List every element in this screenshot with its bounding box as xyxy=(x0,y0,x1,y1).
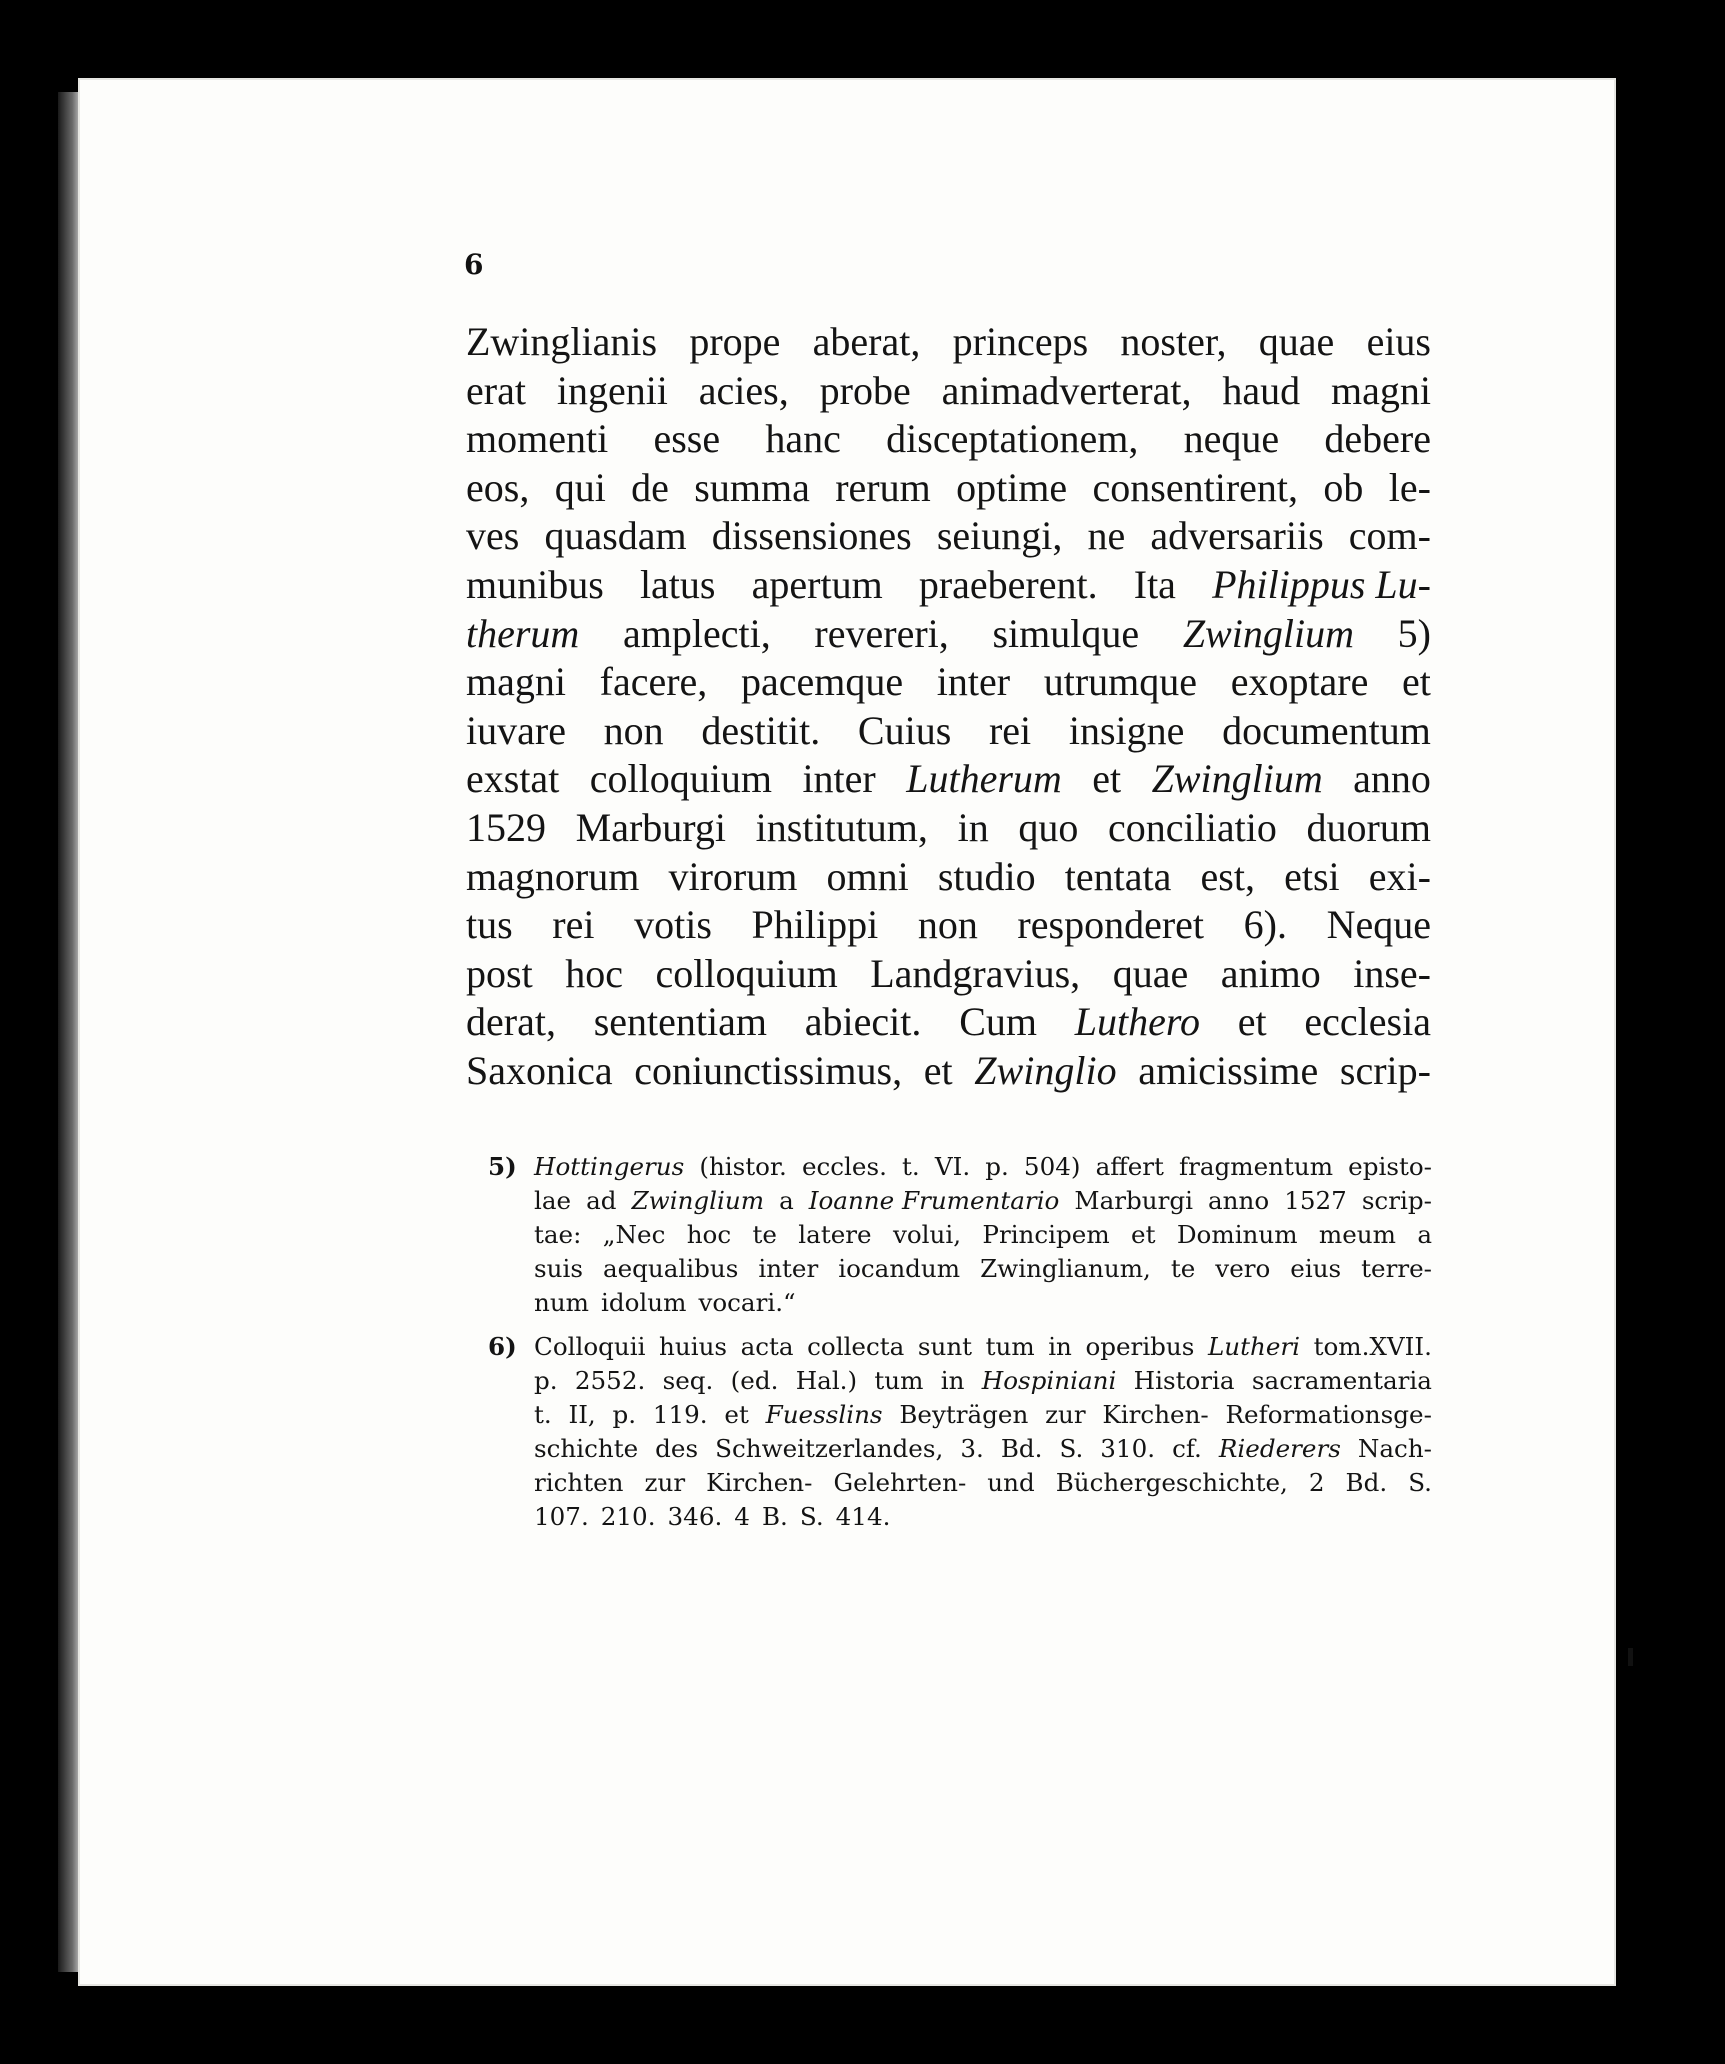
footnote-word: S. xyxy=(1059,1434,1084,1463)
word: quae xyxy=(1112,950,1189,996)
footnote-word: vocari.“ xyxy=(698,1288,796,1317)
main-text xyxy=(466,318,1431,1096)
footnote-word: fragmentum xyxy=(1179,1152,1334,1181)
word: Cuius xyxy=(857,707,952,753)
footnote-line xyxy=(534,1218,1432,1252)
word: est, xyxy=(1200,853,1255,899)
footnote-word: VI. xyxy=(934,1152,971,1181)
footnote-word: a xyxy=(779,1186,794,1215)
footnote-word: t. xyxy=(534,1400,552,1429)
footnote-word: eccles. xyxy=(801,1152,887,1181)
word: studio xyxy=(937,853,1036,899)
text-line xyxy=(466,755,1431,804)
word: acies, xyxy=(698,367,789,413)
word: ob xyxy=(1323,464,1364,510)
word: haud xyxy=(1222,367,1301,413)
footnote-word: Nach- xyxy=(1357,1434,1432,1463)
footnote-word: operibus xyxy=(1085,1332,1195,1361)
word: animo xyxy=(1220,950,1321,996)
word: summa xyxy=(694,464,810,510)
footnote xyxy=(488,1150,1432,1320)
word: Neque xyxy=(1326,902,1431,948)
word: amplecti, xyxy=(623,610,771,656)
footnote-word: sunt xyxy=(917,1332,973,1361)
footnote-word: 2 xyxy=(1308,1468,1325,1497)
word: ne xyxy=(1087,513,1126,559)
footnote-word: Zwinglianum, xyxy=(980,1254,1151,1283)
word: Ita xyxy=(1133,561,1176,607)
word: eos, xyxy=(466,464,530,510)
word: noster, xyxy=(1120,319,1227,364)
word: et xyxy=(923,1047,953,1093)
footnote-word: te xyxy=(1170,1254,1196,1283)
word: simulque xyxy=(992,610,1140,656)
word: Zwinglio xyxy=(974,1047,1117,1093)
footnote-word: Colloquii xyxy=(534,1332,646,1361)
footnote-word: 414. xyxy=(835,1502,891,1531)
footnote-word: 1527 xyxy=(1284,1186,1347,1215)
footnote-word: suis xyxy=(534,1254,583,1283)
footnote-word: vero xyxy=(1215,1254,1271,1283)
word: in xyxy=(957,804,989,850)
footnote-word: seq. xyxy=(662,1366,714,1395)
footnote-word: schichte xyxy=(534,1434,639,1463)
word: destitit. xyxy=(701,707,821,753)
word: conciliatio xyxy=(1108,804,1277,850)
footnote-word: Dominum xyxy=(1176,1220,1298,1249)
footnote-word: Bd. xyxy=(1345,1468,1388,1497)
text-line xyxy=(466,415,1431,464)
text-line xyxy=(466,610,1431,659)
text-line xyxy=(466,950,1431,999)
footnote-word: 504) xyxy=(1023,1152,1081,1181)
word: neque xyxy=(1183,416,1280,462)
word: insigne xyxy=(1068,707,1185,753)
footnote-word: inter xyxy=(758,1254,819,1283)
word: aberat, xyxy=(812,319,921,364)
footnote-word: richten xyxy=(534,1468,624,1497)
word: com- xyxy=(1348,513,1431,559)
footnote-word: Büchergeschichte, xyxy=(1055,1468,1288,1497)
word: disceptationem, xyxy=(886,416,1139,462)
footnote-word: und xyxy=(987,1468,1035,1497)
footnote-word: p. xyxy=(534,1366,558,1395)
footnote-line xyxy=(534,1364,1432,1398)
word: Marburgi xyxy=(575,804,727,850)
word: animadverterat, xyxy=(941,367,1192,413)
word: amicissime xyxy=(1138,1047,1319,1093)
footnote-word: affert xyxy=(1095,1152,1164,1181)
word: de xyxy=(631,464,669,510)
footnote-word: et xyxy=(724,1400,749,1429)
word: Zwinglium xyxy=(1151,756,1323,802)
word: quae xyxy=(1258,319,1335,364)
word: therum xyxy=(466,610,580,656)
word: Landgravius, xyxy=(870,950,1081,996)
footnote-word: des xyxy=(655,1434,699,1463)
footnote-word: Ioanne Frumentario xyxy=(808,1186,1060,1215)
word: abiecit. xyxy=(804,999,922,1045)
footnote-word: idolum xyxy=(601,1288,687,1317)
footnote-word: tae: xyxy=(534,1220,582,1249)
footnote-word: Bd. xyxy=(1000,1434,1043,1463)
footnote-mark: 6) xyxy=(488,1332,517,1361)
word: iuvare xyxy=(466,707,566,753)
word: magnorum xyxy=(466,853,640,899)
scan-mark xyxy=(1628,1648,1633,1666)
word: Cum xyxy=(959,999,1037,1045)
footnote-word: aequalibus xyxy=(602,1254,739,1283)
word: magni xyxy=(1330,367,1431,413)
footnote-word: Reformationsge- xyxy=(1225,1400,1432,1429)
word: post xyxy=(466,950,533,996)
word: praeberent. xyxy=(918,561,1098,607)
footnote-line xyxy=(534,1330,1432,1364)
word: consentirent, xyxy=(1092,464,1299,510)
word: ingenii xyxy=(556,367,668,413)
word: documentum xyxy=(1222,707,1431,753)
word: optime xyxy=(956,464,1068,510)
word: rerum xyxy=(835,464,931,510)
word: scrip- xyxy=(1339,1047,1431,1093)
footnote-word: cf. xyxy=(1172,1434,1202,1463)
text-line xyxy=(466,1047,1431,1096)
word: et xyxy=(1402,659,1431,705)
footnote-line xyxy=(534,1252,1432,1286)
footnote-line xyxy=(534,1150,1432,1184)
footnote-word: terre- xyxy=(1361,1254,1432,1283)
word: rei xyxy=(552,902,595,948)
footnote-word: Gelehrten- xyxy=(833,1468,967,1497)
footnote-word: Schweitzerlandes, xyxy=(715,1434,944,1463)
word: et xyxy=(1092,756,1122,802)
word: quasdam xyxy=(544,513,687,559)
word: ecclesia xyxy=(1304,999,1431,1045)
word: colloquium xyxy=(655,950,838,996)
word: le- xyxy=(1388,464,1431,510)
word: Lutherum xyxy=(906,756,1062,802)
footnote-word: te xyxy=(752,1220,777,1249)
footnote-word: sacramentaria xyxy=(1251,1366,1432,1395)
footnote-word: acta xyxy=(740,1332,794,1361)
footnote-word: latere xyxy=(798,1220,872,1249)
word: hanc xyxy=(765,416,841,462)
footnote-word: Hal.) xyxy=(795,1366,858,1395)
footnote-word: in xyxy=(940,1366,965,1395)
word: Zwinglianis xyxy=(466,319,658,364)
footnotes xyxy=(488,1150,1432,1544)
footnote-word: (histor. xyxy=(699,1152,787,1181)
word: latus xyxy=(639,561,716,607)
text-line xyxy=(466,464,1431,513)
footnote-word: meum xyxy=(1318,1220,1396,1249)
word: tus xyxy=(466,902,513,948)
footnote-word: 310. xyxy=(1100,1434,1156,1463)
word: Luthero xyxy=(1074,999,1200,1045)
footnote-word: tum xyxy=(874,1366,924,1395)
footnote-word: tom.XVII. xyxy=(1313,1332,1432,1361)
footnote-word: 107. xyxy=(534,1502,589,1531)
word: exstat xyxy=(466,756,560,802)
word: probe xyxy=(819,367,911,413)
word: tentata xyxy=(1064,853,1172,899)
word: ves xyxy=(466,513,520,559)
word: exoptare xyxy=(1230,659,1369,705)
word: magni xyxy=(466,659,566,705)
word: eius xyxy=(1366,319,1431,364)
footnote-word: p. xyxy=(612,1400,637,1429)
footnote-word: num xyxy=(534,1288,589,1317)
word: Philippus Lu- xyxy=(1212,561,1431,607)
word: momenti xyxy=(466,416,609,462)
text-line xyxy=(466,561,1431,610)
footnote-word: Lutheri xyxy=(1207,1332,1301,1361)
word: qui xyxy=(554,464,606,510)
footnote-word: Fuesslins xyxy=(765,1400,883,1429)
word: Zwinglium xyxy=(1182,610,1354,656)
footnote-line xyxy=(534,1286,1432,1320)
word: exi- xyxy=(1368,853,1431,899)
word: adversariis xyxy=(1150,513,1324,559)
word: rei xyxy=(988,707,1032,753)
footnote-word: „Nec xyxy=(602,1220,666,1249)
word: inse- xyxy=(1353,950,1431,996)
footnote-word: Marburgi xyxy=(1074,1186,1193,1215)
footnote-line xyxy=(534,1398,1432,1432)
footnote xyxy=(488,1330,1432,1534)
word: sententiam xyxy=(593,999,768,1045)
footnote-word: Zwinglium xyxy=(631,1186,765,1215)
page-number: 6 xyxy=(464,248,484,281)
word: colloquium xyxy=(589,756,772,802)
footnote-word: huius xyxy=(659,1332,728,1361)
text-line xyxy=(466,901,1431,950)
word: munibus xyxy=(466,561,604,607)
footnote-word: eius xyxy=(1290,1254,1342,1283)
footnote-word: Historia xyxy=(1133,1366,1235,1395)
footnote-word: a xyxy=(1417,1220,1432,1249)
footnote-word: hoc xyxy=(686,1220,732,1249)
footnote-word: et xyxy=(1131,1220,1156,1249)
footnote-word: in xyxy=(1048,1332,1072,1361)
footnote-word: zur xyxy=(644,1468,686,1497)
word: votis xyxy=(634,902,712,948)
text-line xyxy=(466,998,1431,1047)
footnote-word: 210. xyxy=(600,1502,656,1531)
footnote-word: 4 xyxy=(734,1502,750,1531)
word: 1529 xyxy=(466,804,546,850)
footnote-word: II, xyxy=(568,1400,596,1429)
footnote-word: Riederers xyxy=(1218,1434,1341,1463)
word: institutum, xyxy=(755,804,928,850)
word: quo xyxy=(1018,804,1079,850)
footnote-word: Hospiniani xyxy=(981,1366,1117,1395)
word: facere, xyxy=(599,659,708,705)
footnote-word: 2552. xyxy=(574,1366,646,1395)
word: dissensiones xyxy=(711,513,912,559)
text-line xyxy=(466,804,1431,853)
text-line xyxy=(466,658,1431,707)
footnote-word: p. xyxy=(985,1152,1009,1181)
word: erat xyxy=(466,367,526,413)
word: esse xyxy=(653,416,721,462)
text-line xyxy=(466,707,1431,756)
word: anno xyxy=(1353,756,1431,802)
footnote-word: anno xyxy=(1208,1186,1270,1215)
footnote-line xyxy=(534,1184,1432,1218)
footnote-word: tum xyxy=(985,1332,1035,1361)
footnote-mark: 5) xyxy=(488,1152,517,1181)
word: inter xyxy=(802,756,876,802)
word: Philippi xyxy=(751,902,879,948)
word: duorum xyxy=(1306,804,1431,850)
word: etsi xyxy=(1284,853,1340,899)
footnote-line xyxy=(534,1500,1432,1534)
footnote-word: zur xyxy=(1045,1400,1086,1429)
word: pacemque xyxy=(740,659,904,705)
footnote-word: (ed. xyxy=(730,1366,779,1395)
word: prope xyxy=(689,319,781,364)
word: utrumque xyxy=(1043,659,1198,705)
text-line xyxy=(466,853,1431,902)
footnote-word: Hottingerus xyxy=(534,1152,685,1181)
footnote-word: Kirchen- xyxy=(706,1468,813,1497)
word: hoc xyxy=(565,950,623,996)
text-line xyxy=(466,318,1431,367)
word: derat, xyxy=(466,999,556,1045)
footnote-word: volui, xyxy=(892,1220,962,1249)
footnote-word: ad xyxy=(586,1186,617,1215)
footnote-word: Kirchen- xyxy=(1102,1400,1209,1429)
footnote-word: 3. xyxy=(960,1434,984,1463)
footnote-word: S. xyxy=(1408,1468,1432,1497)
word: princeps xyxy=(952,319,1089,364)
text-line xyxy=(466,512,1431,561)
footnote-word: Beyträgen xyxy=(899,1400,1029,1429)
word: et xyxy=(1237,999,1267,1045)
footnote-word: Principem xyxy=(982,1220,1110,1249)
word: 6). xyxy=(1243,902,1287,948)
word: virorum xyxy=(668,853,798,899)
text-line xyxy=(466,367,1431,416)
word: responderet xyxy=(1017,902,1205,948)
footnote-word: 119. xyxy=(652,1400,708,1429)
footnote-word: t. xyxy=(902,1152,920,1181)
word: 5) xyxy=(1397,610,1431,656)
footnote-word: episto- xyxy=(1348,1152,1432,1181)
word: coniunctissimus, xyxy=(634,1047,903,1093)
word: apertum xyxy=(751,561,883,607)
word: Saxonica xyxy=(466,1047,613,1093)
footnote-word: S. xyxy=(799,1502,824,1531)
footnote-word: collecta xyxy=(807,1332,905,1361)
word: seiungi, xyxy=(936,513,1063,559)
footnote-word: B. xyxy=(761,1502,788,1531)
footnote-word: 346. xyxy=(667,1502,723,1531)
word: non xyxy=(917,902,978,948)
word: non xyxy=(603,707,664,753)
footnote-word: iocandum xyxy=(838,1254,961,1283)
footnote-line xyxy=(534,1432,1432,1466)
word: inter xyxy=(936,659,1011,705)
word: revereri, xyxy=(814,610,949,656)
footnote-word: lae xyxy=(534,1186,572,1215)
word: debere xyxy=(1324,416,1431,462)
footnote-line xyxy=(534,1466,1432,1500)
footnote-word: scrip- xyxy=(1361,1186,1432,1215)
word: omni xyxy=(826,853,909,899)
